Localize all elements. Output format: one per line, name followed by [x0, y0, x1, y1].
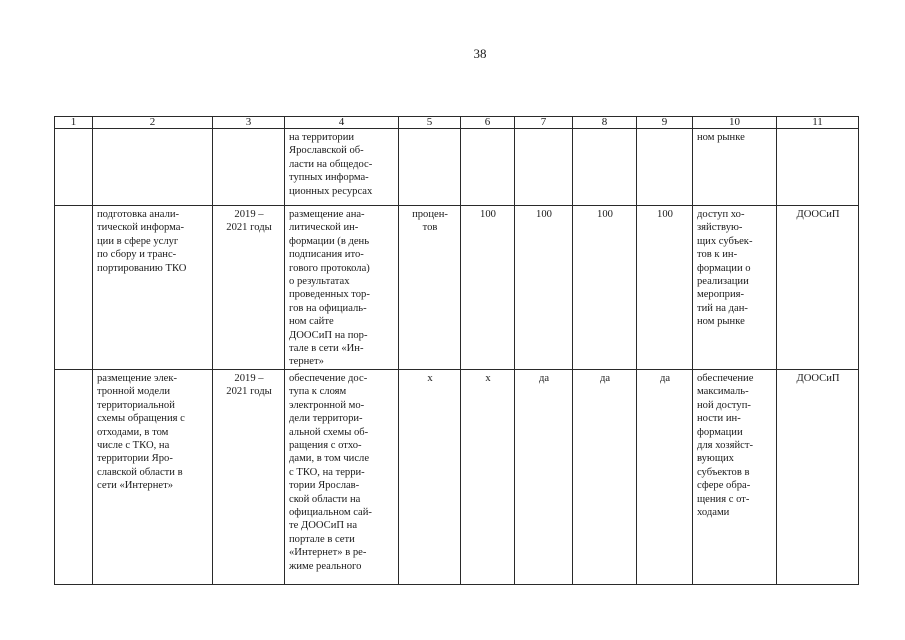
cell-indicator: размещение ана- литической ин- формации (в день подписания ито- гового протокола) о результатах проведенных тор- гов на официаль- ном сайте ДООСиП на пор- тале в сети «Ин- тернет»	[285, 206, 399, 370]
table-row	[55, 369, 859, 584]
cell-number	[55, 206, 93, 370]
column-header-8: 8	[573, 117, 637, 129]
header-row	[55, 117, 859, 129]
cell-result: обеспечение максималь- ной доступ- ности ин- формации для хозяйст- вующих субъектов в сфере обра- щения с от- ходами	[693, 369, 777, 584]
cell-result: ном рынке	[693, 129, 777, 206]
column-header-10: 10	[693, 117, 777, 129]
cell-measure: подготовка анали- тической информа- ции в сфере услуг по сбору и транс- портированию ТКО	[93, 206, 213, 370]
table-row	[55, 206, 859, 370]
cell-indicator: обеспечение дос- тупа к слоям электронной мо- дели территори- альной схемы об- ращения с отхо- дами, в том числе с ТКО, на терри- тории Ярослав- ской области на официальном сай- те ДООСиП на портале в сети «Интернет» в ре- жиме реального	[285, 369, 399, 584]
page-number: 38	[473, 46, 487, 61]
column-header-6: 6	[461, 117, 515, 129]
cell-value-7: да	[515, 369, 573, 584]
cell-unit: процен- тов	[399, 206, 461, 370]
column-header-9: 9	[637, 117, 693, 129]
cell-value-9: да	[637, 369, 693, 584]
cell-indicator: на территории Ярославской об- ласти на общедос- тупных информа- ционных ресурсах	[285, 129, 399, 206]
cell-period: 2019 – 2021 годы	[213, 369, 285, 584]
cell-value-6	[461, 129, 515, 206]
cell-value-7	[515, 129, 573, 206]
cell-value-8	[573, 129, 637, 206]
cell-value-9: 100	[637, 206, 693, 370]
cell-value-9	[637, 129, 693, 206]
column-header-3: 3	[213, 117, 285, 129]
column-header-4: 4	[285, 117, 399, 129]
cell-measure	[93, 129, 213, 206]
cell-result: доступ хо- зяйствую- щих субъек- тов к ин- формации о реализации мероприя- тий на дан- ном рынке	[693, 206, 777, 370]
cell-value-8: 100	[573, 206, 637, 370]
column-header-1: 1	[55, 117, 93, 129]
cell-responsible	[777, 129, 859, 206]
column-header-5: 5	[399, 117, 461, 129]
cell-number	[55, 129, 93, 206]
cell-number	[55, 369, 93, 584]
cell-value-8: да	[573, 369, 637, 584]
column-header-7: 7	[515, 117, 573, 129]
measures-table	[54, 116, 859, 585]
cell-value-6: 100	[461, 206, 515, 370]
cell-value-6: х	[461, 369, 515, 584]
column-header-2: 2	[93, 117, 213, 129]
cell-value-7: 100	[515, 206, 573, 370]
cell-unit: х	[399, 369, 461, 584]
cell-unit	[399, 129, 461, 206]
cell-responsible: ДООСиП	[777, 206, 859, 370]
cell-period	[213, 129, 285, 206]
table-row	[55, 129, 859, 206]
column-header-11: 11	[777, 117, 859, 129]
cell-period: 2019 – 2021 годы	[213, 206, 285, 370]
cell-responsible: ДООСиП	[777, 369, 859, 584]
cell-measure: размещение элек- тронной модели территориальной схемы обращения с отходами, в том числе с ТКО, на территории Яро- славской области в сети «Интернет»	[93, 369, 213, 584]
